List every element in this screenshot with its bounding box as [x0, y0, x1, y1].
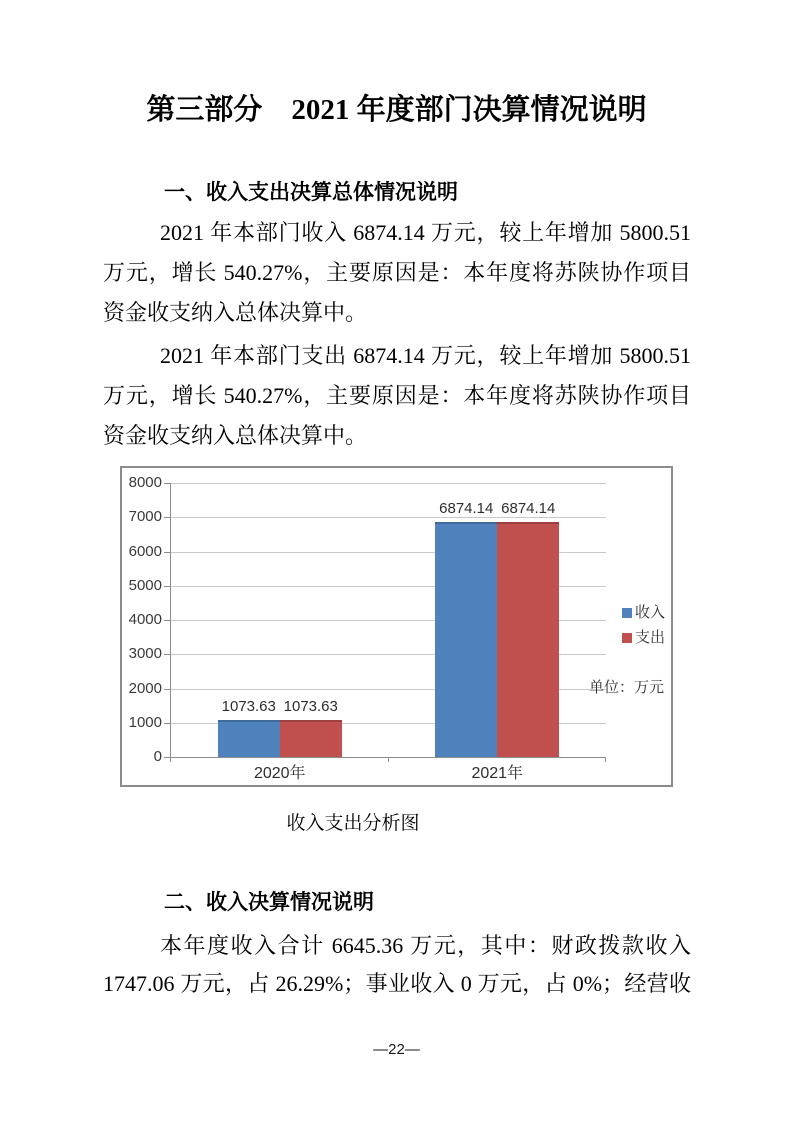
y-axis-tick	[164, 654, 170, 655]
page-title: 第三部分 2021 年度部门决算情况说明	[146, 94, 647, 126]
y-axis-tick	[164, 620, 170, 621]
y-axis-tick-label: 2000	[128, 679, 162, 697]
x-axis-tick	[170, 757, 171, 762]
income-expenditure-bar-chart	[120, 466, 673, 787]
y-axis-tick	[164, 586, 170, 587]
x-axis-tick	[388, 757, 389, 762]
gridline	[171, 517, 606, 518]
section1-heading: 一、收入支出决算总体情况说明	[164, 181, 458, 204]
legend-label: 支出	[635, 629, 666, 646]
y-axis-tick	[164, 483, 170, 484]
y-axis-tick-label: 1000	[128, 713, 162, 731]
section1-paragraph-income: 2021 年本部门收入 6874.14 万元，较上年增加 5800.51 万元，增长 540.27%，主要原因是：本年度将苏陕协作项目资金收支纳入总体决算中。	[103, 220, 691, 325]
y-axis-tick-label: 6000	[128, 542, 162, 560]
y-axis-tick	[164, 723, 170, 724]
legend-swatch	[622, 608, 632, 618]
y-axis-tick-label: 3000	[128, 645, 162, 663]
bar	[218, 720, 280, 757]
bar-value-label: 6874.14	[501, 499, 556, 517]
x-axis-category-label: 2020年	[253, 765, 306, 782]
legend-item	[622, 605, 665, 621]
y-axis-tick-label: 8000	[128, 474, 162, 491]
y-axis-tick-label: 0	[153, 748, 162, 765]
bar	[435, 522, 497, 757]
y-axis-tick	[164, 552, 170, 553]
y-axis-tick-label: 4000	[128, 611, 162, 628]
chart-caption: 收入支出分析图	[286, 813, 420, 834]
y-axis-tick-label: 7000	[128, 508, 162, 526]
page-number: —22—	[373, 1041, 420, 1058]
plot-area	[170, 483, 606, 782]
bar-value-label: 1073.63	[221, 698, 276, 716]
bar-value-label: 6874.14	[439, 499, 494, 517]
section1-paragraph-expenditure: 2021 年本部门支出 6874.14 万元，较上年增加 5800.51 万元，增长 540.27%，主要原因是：本年度将苏陕协作项目资金收支纳入总体决算中。	[103, 343, 691, 448]
y-axis-tick	[164, 517, 170, 518]
legend-label: 收入	[635, 604, 666, 621]
legend-swatch	[622, 633, 632, 643]
chart-unit-label: 单位：万元	[588, 679, 664, 696]
x-axis-tick	[605, 757, 606, 762]
bar	[497, 522, 559, 757]
x-axis-category-label: 2021年	[471, 765, 524, 782]
section2-heading: 二、收入决算情况说明	[164, 891, 374, 914]
bar	[280, 720, 342, 757]
legend-item	[622, 630, 665, 646]
y-axis-tick-label: 5000	[128, 576, 162, 594]
gridline	[171, 483, 606, 484]
section2-paragraph-income-detail: 本年度收入合计 6645.36 万元，其中：财政拨款收入 1747.06 万元，占 26.29%；事业收入 0 万元，占 0%；经营收	[103, 933, 691, 996]
bar-value-label: 1073.63	[283, 698, 338, 716]
y-axis-tick	[164, 689, 170, 690]
